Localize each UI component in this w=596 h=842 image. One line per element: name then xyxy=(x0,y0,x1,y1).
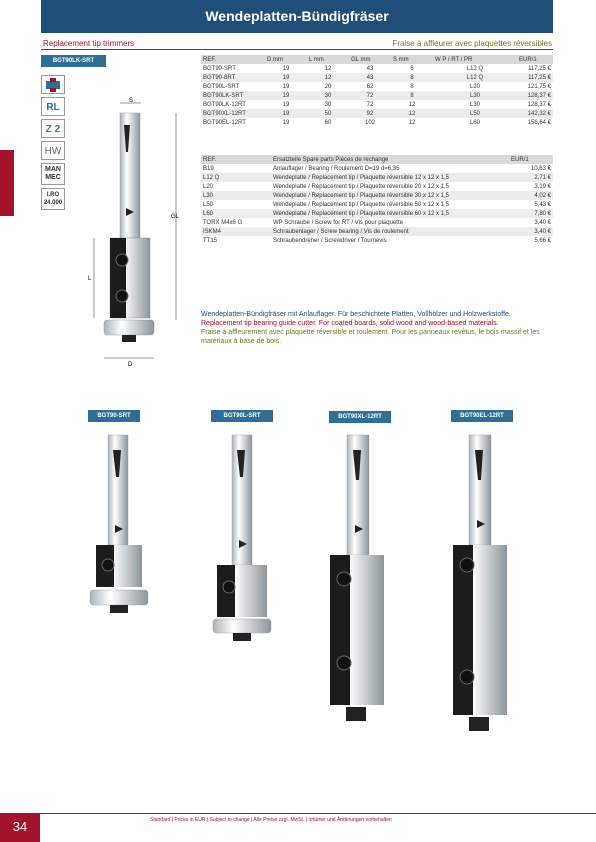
description-fr: Fraise à affleurement avec plaquette réversible et roulement. Pour les panneaux revêtus, le bois massif et les matériaux à base de bois. xyxy=(201,329,540,345)
feature-icons xyxy=(41,75,67,213)
table-row xyxy=(201,191,553,200)
cell: 128,37 € xyxy=(527,101,551,108)
table-row xyxy=(201,118,553,127)
cell: 19 xyxy=(265,109,307,118)
cell: Wendeplatte / Replacement tip / Plaquette réversible 50 x 12 x 1,5 xyxy=(273,201,449,208)
cell: 3,40 € xyxy=(509,227,553,236)
table-row xyxy=(201,91,553,100)
table-row xyxy=(201,182,553,191)
table-row xyxy=(201,209,553,218)
product-photo-2 xyxy=(211,425,273,645)
cell: Wendeplatte / Replacement tip / Plaquette réversible 30 x 12 x 1,5 xyxy=(271,191,509,200)
table-header-row xyxy=(201,55,553,64)
table-row xyxy=(201,109,553,118)
side-tab xyxy=(0,150,14,216)
cell: 19 xyxy=(265,73,307,82)
cell: BGT90-SRT xyxy=(203,65,236,72)
product-photo-3 xyxy=(326,425,388,730)
product-table xyxy=(201,55,553,127)
cell: 12 xyxy=(391,109,433,118)
table-row xyxy=(201,218,553,227)
page-number: 34 xyxy=(0,813,40,842)
cell: 102 xyxy=(364,119,375,126)
cell: 128,37 € xyxy=(517,91,553,100)
cell: 19 xyxy=(282,101,290,108)
cell: B19 xyxy=(203,165,214,172)
cell: TORX M4x6 G xyxy=(203,219,243,226)
cell: L12 Q xyxy=(466,65,484,72)
cell: 7,80 € xyxy=(509,209,553,218)
table-row xyxy=(201,164,553,173)
product-badge-2: BGT90L-SRT xyxy=(211,410,273,422)
product-badge-1: BGT90-SRT xyxy=(88,410,140,422)
rpm-label: 24.000 xyxy=(43,200,63,206)
cell: Wendeplatte / Replacement tip / Plaquette réversible 60 x 12 x 1,5 xyxy=(271,209,509,218)
cell: 8 xyxy=(391,73,433,82)
product-badge-3: BGT90XL-12RT xyxy=(329,411,391,423)
cell: L20 xyxy=(203,183,214,190)
col-ref: REF. xyxy=(201,155,271,164)
cell: L60 xyxy=(201,209,271,218)
table-header-row xyxy=(201,155,553,164)
table-row xyxy=(201,64,553,73)
cell: Schraubenlager / Screw bearing / Vis de roulement xyxy=(271,227,509,236)
cell: 3,19 € xyxy=(534,183,551,190)
cell: Wendeplatte / Replacement tip / Plaquette réversible 20 x 12 x 1,5 xyxy=(273,183,449,190)
cell: L60 xyxy=(469,119,480,126)
cell: 121,75 € xyxy=(527,83,551,90)
table-row xyxy=(201,236,553,245)
cell: 10,63 € xyxy=(530,165,551,172)
cell: Wendeplatte / Replacement tip / Plaquette réversible 12 x 12 x 1,5 xyxy=(271,173,509,182)
cell: BGT90XL-12RT xyxy=(201,109,265,118)
cell: 156,64 € xyxy=(527,119,551,126)
page-title: Wendeplatten-Bündigfräser xyxy=(205,8,389,24)
mec-label: MEC xyxy=(45,174,61,181)
technical-drawing xyxy=(86,90,186,370)
table-row xyxy=(201,200,553,209)
cell: ISKM4 xyxy=(201,227,271,236)
cell: BGT90EL-12RT xyxy=(203,119,246,126)
product-photo-4 xyxy=(449,425,511,740)
cell: 5,43 € xyxy=(534,201,551,208)
cell: L20 xyxy=(469,83,480,90)
table-row xyxy=(201,173,553,182)
cell: L50 xyxy=(433,109,517,118)
cell: BGT90LK-12RT xyxy=(203,101,246,108)
col-ref: REF. xyxy=(201,55,265,64)
rl-icon: RL xyxy=(41,97,65,116)
col-s: S mm xyxy=(391,55,433,64)
cell: 117,25 € xyxy=(528,65,551,72)
col-eur: EUR/1 xyxy=(517,55,553,64)
machine-glyph xyxy=(42,76,64,93)
cell: 12 xyxy=(307,73,349,82)
cell: 30 xyxy=(307,91,349,100)
s-label: S xyxy=(129,98,134,104)
table-row xyxy=(201,100,553,109)
cell: 72 xyxy=(366,101,374,108)
z2-icon: Z 2 xyxy=(41,119,65,138)
cell: 43 xyxy=(349,73,391,82)
l-label: L xyxy=(88,276,92,282)
col-d: D mm xyxy=(265,55,307,64)
cell: 8 xyxy=(391,91,433,100)
description-de: Wendeplatten-Bündigfräser mit Anlauflager. Für beschichtete Platten, Vollhölzer und Holzwerkstoffe. xyxy=(201,311,511,318)
cell: BGT90-8RT xyxy=(201,73,265,82)
cell: 12 xyxy=(408,119,416,126)
table-row xyxy=(201,73,553,82)
table-row xyxy=(201,227,553,236)
main-product-badge: BGT90LK-SRT xyxy=(41,55,106,67)
col-wp: W P / RT / PR xyxy=(433,55,517,64)
cell: 5,66 € xyxy=(534,237,551,244)
cell: 8 xyxy=(410,83,414,90)
cell: 19 xyxy=(282,119,290,126)
d-label: D xyxy=(128,362,133,368)
footer-text: Standard | Prices in EUR | Subject to change | Alle Preise zzgl. MwSt. | Irrtümer und Änderungen vorbehalten xyxy=(150,817,392,823)
cell: 12 xyxy=(408,101,416,108)
product-photo-1 xyxy=(88,425,150,625)
cell: 12 xyxy=(324,65,332,72)
col-l: L mm xyxy=(307,55,349,64)
cell: TT15 xyxy=(203,237,218,244)
col-gl: GL mm xyxy=(349,55,391,64)
col-eur: EUR/1 xyxy=(509,155,553,164)
cell: 43 xyxy=(366,65,374,72)
cell: L12 Q xyxy=(433,73,517,82)
cell: 4,02 € xyxy=(509,191,553,200)
header-rule xyxy=(41,49,553,50)
footer-line xyxy=(0,813,596,814)
cell: L30 xyxy=(201,191,271,200)
cell: Anlauflager / Bearing / Roulement D=19 d=6,35 xyxy=(273,165,400,172)
cell: 6 xyxy=(410,65,414,72)
cell: 19 xyxy=(282,83,290,90)
cell: BGT90L-SRT xyxy=(203,83,240,90)
machine-icon xyxy=(41,75,65,94)
cell: 3,40 € xyxy=(534,219,551,226)
cell: 20 xyxy=(324,83,332,90)
col-description: Ersatzteile Spare parts Pièces de rechange xyxy=(271,155,509,164)
cell: L12 Q xyxy=(201,173,271,182)
description-en: Replacement tip bearing guide cutter. For coated boards, solid wood and wood-based materials. xyxy=(201,320,499,327)
cell: L30 xyxy=(469,101,480,108)
product-description xyxy=(201,310,553,346)
cell: 30 xyxy=(324,101,332,108)
cell: L30 xyxy=(433,91,517,100)
cell: WP Schraube / Screw for RT / Vis pour plaquette xyxy=(273,219,403,226)
cell: BGT90LK-SRT xyxy=(201,91,265,100)
hw-icon: HW xyxy=(41,141,65,160)
cell: 50 xyxy=(307,109,349,118)
cell: 142,32 € xyxy=(517,109,553,118)
subtitle-en: Replacement tip trimmers xyxy=(43,39,135,48)
cell: 60 xyxy=(324,119,332,126)
man-mec-icon xyxy=(41,163,65,185)
product-badge-4: BGT90EL-12RT xyxy=(451,410,513,422)
page-header xyxy=(41,0,553,33)
cell: 19 xyxy=(282,65,290,72)
cell: 62 xyxy=(366,83,374,90)
cell: 72 xyxy=(349,91,391,100)
cell: L50 xyxy=(203,201,214,208)
spare-parts-table xyxy=(201,155,553,245)
gl-label: GL xyxy=(171,214,180,220)
cell: 92 xyxy=(349,109,391,118)
subtitle-fr: Fraise à affleurer avec plaquettes réversibles xyxy=(392,39,552,48)
man-label: MAN xyxy=(45,166,61,173)
cell: Schraubendreher / Screwdriver / Tournevis xyxy=(273,237,387,244)
speed-icon xyxy=(41,188,65,210)
speed-label: I.RO xyxy=(46,192,60,198)
cell: 117,25 € xyxy=(517,73,553,82)
cell: 19 xyxy=(265,91,307,100)
cell: 2,71 € xyxy=(509,173,553,182)
table-row xyxy=(201,82,553,91)
